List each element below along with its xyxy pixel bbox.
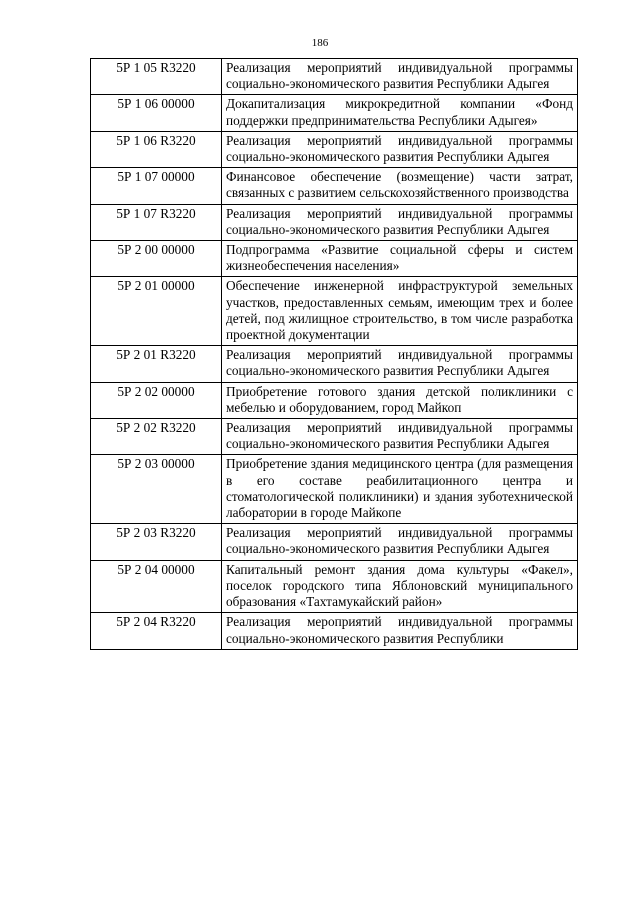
- table-row: [91, 168, 578, 204]
- table-row: [91, 95, 578, 131]
- table-row: [91, 204, 578, 240]
- row-code: 5Р 2 04 R3220: [91, 613, 222, 649]
- row-description: Реализация мероприятий индивидуальной программы социально-экономического развития Республики Адыгея: [222, 346, 578, 382]
- table-row: [91, 455, 578, 524]
- row-code: 5Р 1 06 R3220: [91, 131, 222, 167]
- row-code: 5Р 2 02 00000: [91, 382, 222, 418]
- row-description: Докапитализация микрокредитной компании «Фонд поддержки предпринимательства Республики Адыгея»: [222, 95, 578, 131]
- table-row: [91, 613, 578, 649]
- table-row: [91, 277, 578, 346]
- row-description: Финансовое обеспечение (возмещение) части затрат, связанных с развитием сельскохозяйственного производства: [222, 168, 578, 204]
- row-code: 5Р 2 03 00000: [91, 455, 222, 524]
- row-code: 5Р 2 04 00000: [91, 560, 222, 613]
- page-number: 186: [311, 37, 329, 49]
- row-code: 5Р 2 01 00000: [91, 277, 222, 346]
- row-description: Капитальный ремонт здания дома культуры «Факел», поселок городского типа Яблоновский муниципального образования «Тахтамукайский район»: [222, 560, 578, 613]
- row-code: 5Р 2 02 R3220: [91, 419, 222, 455]
- row-description: Реализация мероприятий индивидуальной программы социально-экономического развития Республики Адыгея: [222, 59, 578, 95]
- table-row: [91, 241, 578, 277]
- row-code: 5Р 1 07 00000: [91, 168, 222, 204]
- table-row: [91, 131, 578, 167]
- row-code: 5Р 1 06 00000: [91, 95, 222, 131]
- table-row: [91, 560, 578, 613]
- row-code: 5Р 1 05 R3220: [91, 59, 222, 95]
- row-code: 5Р 2 03 R3220: [91, 524, 222, 560]
- row-description: Приобретение здания медицинского центра (для размещения в его составе реабилитационного центра и стоматологической поликлиники) и здания зуботехнической лаборатории в городе Майкопе: [222, 455, 578, 524]
- row-description: Реализация мероприятий индивидуальной программы социально-экономического развития Республики: [222, 613, 578, 649]
- row-description: Обеспечение инженерной инфраструктурой земельных участков, предоставленных семьям, имеющим трех и более детей, под жилищное строительство, в том числе разработка проектной документации: [222, 277, 578, 346]
- row-code: 5Р 2 00 00000: [91, 241, 222, 277]
- row-code: 5Р 1 07 R3220: [91, 204, 222, 240]
- row-description: Реализация мероприятий индивидуальной программы социально-экономического развития Республики Адыгея: [222, 419, 578, 455]
- row-code: 5Р 2 01 R3220: [91, 346, 222, 382]
- table-row: [91, 382, 578, 418]
- row-description: Реализация мероприятий индивидуальной программы социально-экономического развития Республики Адыгея: [222, 204, 578, 240]
- row-description: Приобретение готового здания детской поликлиники с мебелью и оборудованием, город Майкоп: [222, 382, 578, 418]
- table-row: [91, 524, 578, 560]
- table-row: [91, 59, 578, 95]
- row-description: Реализация мероприятий индивидуальной программы социально-экономического развития Республики Адыгея: [222, 131, 578, 167]
- table-row: [91, 419, 578, 455]
- budget-classification-table: [90, 58, 578, 650]
- row-description: Подпрограмма «Развитие социальной сферы и систем жизнеобеспечения населения»: [222, 241, 578, 277]
- row-description: Реализация мероприятий индивидуальной программы социально-экономического развития Республики Адыгея: [222, 524, 578, 560]
- table-row: [91, 346, 578, 382]
